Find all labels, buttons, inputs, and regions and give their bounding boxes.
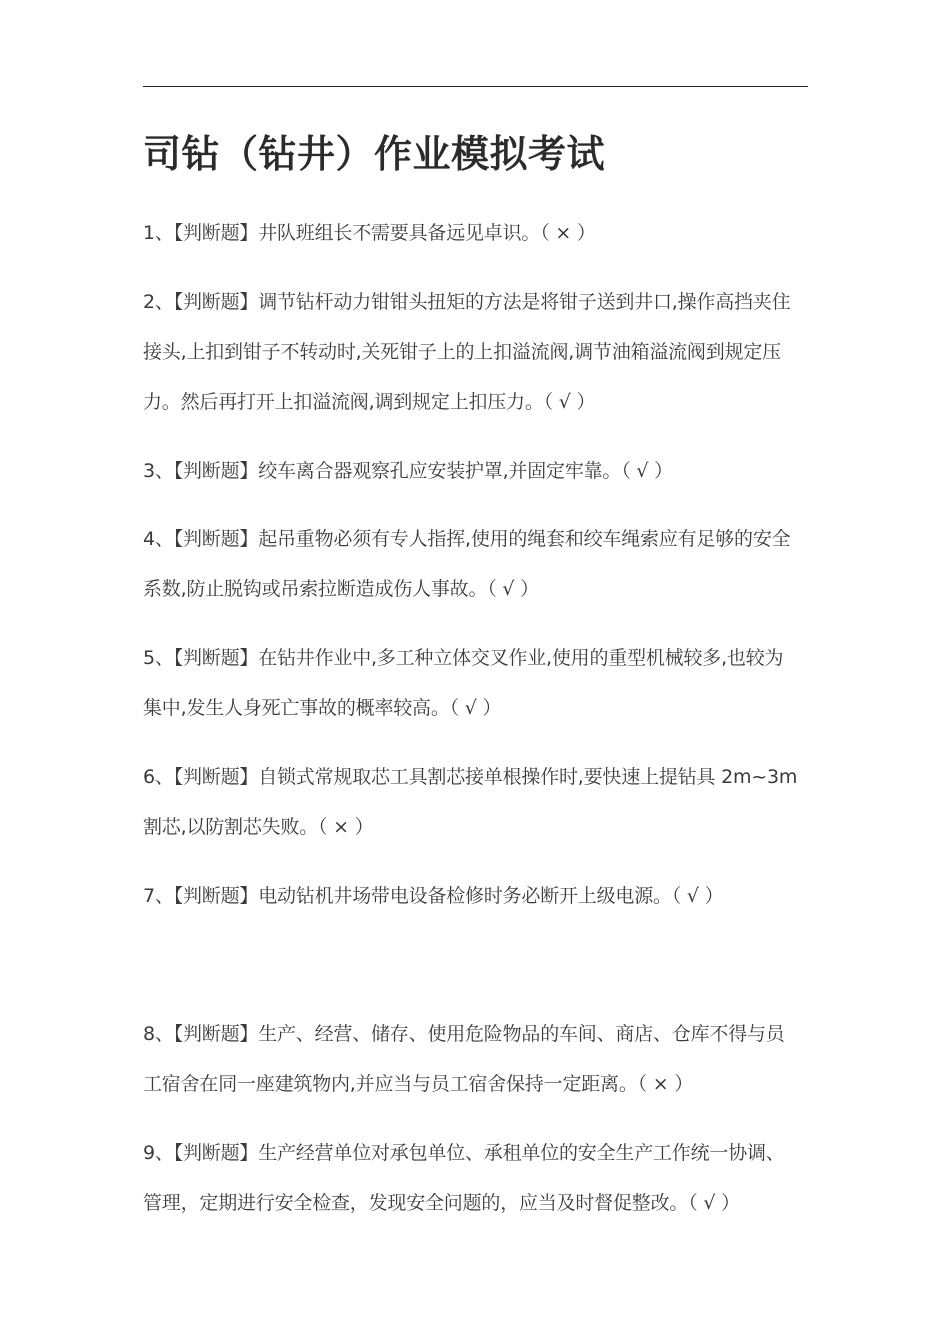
- header-divider: [143, 86, 808, 87]
- question-line: 7、【判断题】电动钻机井场带电设备检修时务必断开上级电源。（ √ ）: [143, 885, 724, 907]
- question-line: 割芯,以防割芯失败。（ × ）: [143, 816, 374, 838]
- question-item-1: [143, 208, 813, 258]
- question-item-6: [143, 752, 813, 852]
- question-line: 1、【判断题】井队班组长不需要具备远见卓识。（ × ）: [143, 222, 596, 244]
- question-line: 4、【判断题】起吊重物必须有专人指挥,使用的绳套和绞车绳索应有足够的安全: [143, 528, 791, 550]
- question-item-2: [143, 277, 813, 427]
- question-line: 6、【判断题】自锁式常规取芯工具割芯接单根操作时,要快速上提钻具 2m~3m: [143, 766, 798, 788]
- question-line: 8、【判断题】生产、经营、储存、使用危险物品的车间、商店、仓库不得与员: [143, 1023, 785, 1045]
- question-line: 2、【判断题】调节钻杆动力钳钳头扭矩的方法是将钳子送到井口,操作高挡夹住: [143, 291, 791, 313]
- question-line: 9、【判断题】生产经营单位对承包单位、承租单位的安全生产工作统一协调、: [143, 1142, 785, 1164]
- question-item-5: [143, 633, 813, 733]
- question-line: 管理，定期进行安全检查，发现安全问题的，应当及时督促整改。（ √ ）: [143, 1192, 740, 1214]
- question-item-8: [143, 1009, 813, 1109]
- question-line: 接头,上扣到钳子不转动时,关死钳子上的上扣溢流阀,调节油箱溢流阀到规定压: [143, 341, 781, 363]
- question-line: 3、【判断题】绞车离合器观察孔应安装护罩,并固定牢靠。（ √ ）: [143, 460, 673, 482]
- question-item-4: [143, 514, 813, 614]
- question-line: 集中,发生人身死亡事故的概率较高。（ √ ）: [143, 697, 502, 719]
- page-title: 司钻（钻井）作业模拟考试: [143, 132, 606, 176]
- question-line: 5、【判断题】在钻井作业中,多工种立体交叉作业,使用的重型机械较多,也较为: [143, 647, 784, 669]
- question-item-3: [143, 446, 813, 496]
- question-line: 力。然后再打开上扣溢流阀,调到规定上扣压力。（ √ ）: [143, 391, 596, 413]
- question-line: 工宿舍在同一座建筑物内,并应当与员工宿舍保持一定距离。（ × ）: [143, 1073, 694, 1095]
- question-line: 系数,防止脱钩或吊索拉断造成伤人事故。（ √ ）: [143, 578, 539, 600]
- question-item-7: [143, 871, 813, 921]
- question-item-9: [143, 1128, 813, 1228]
